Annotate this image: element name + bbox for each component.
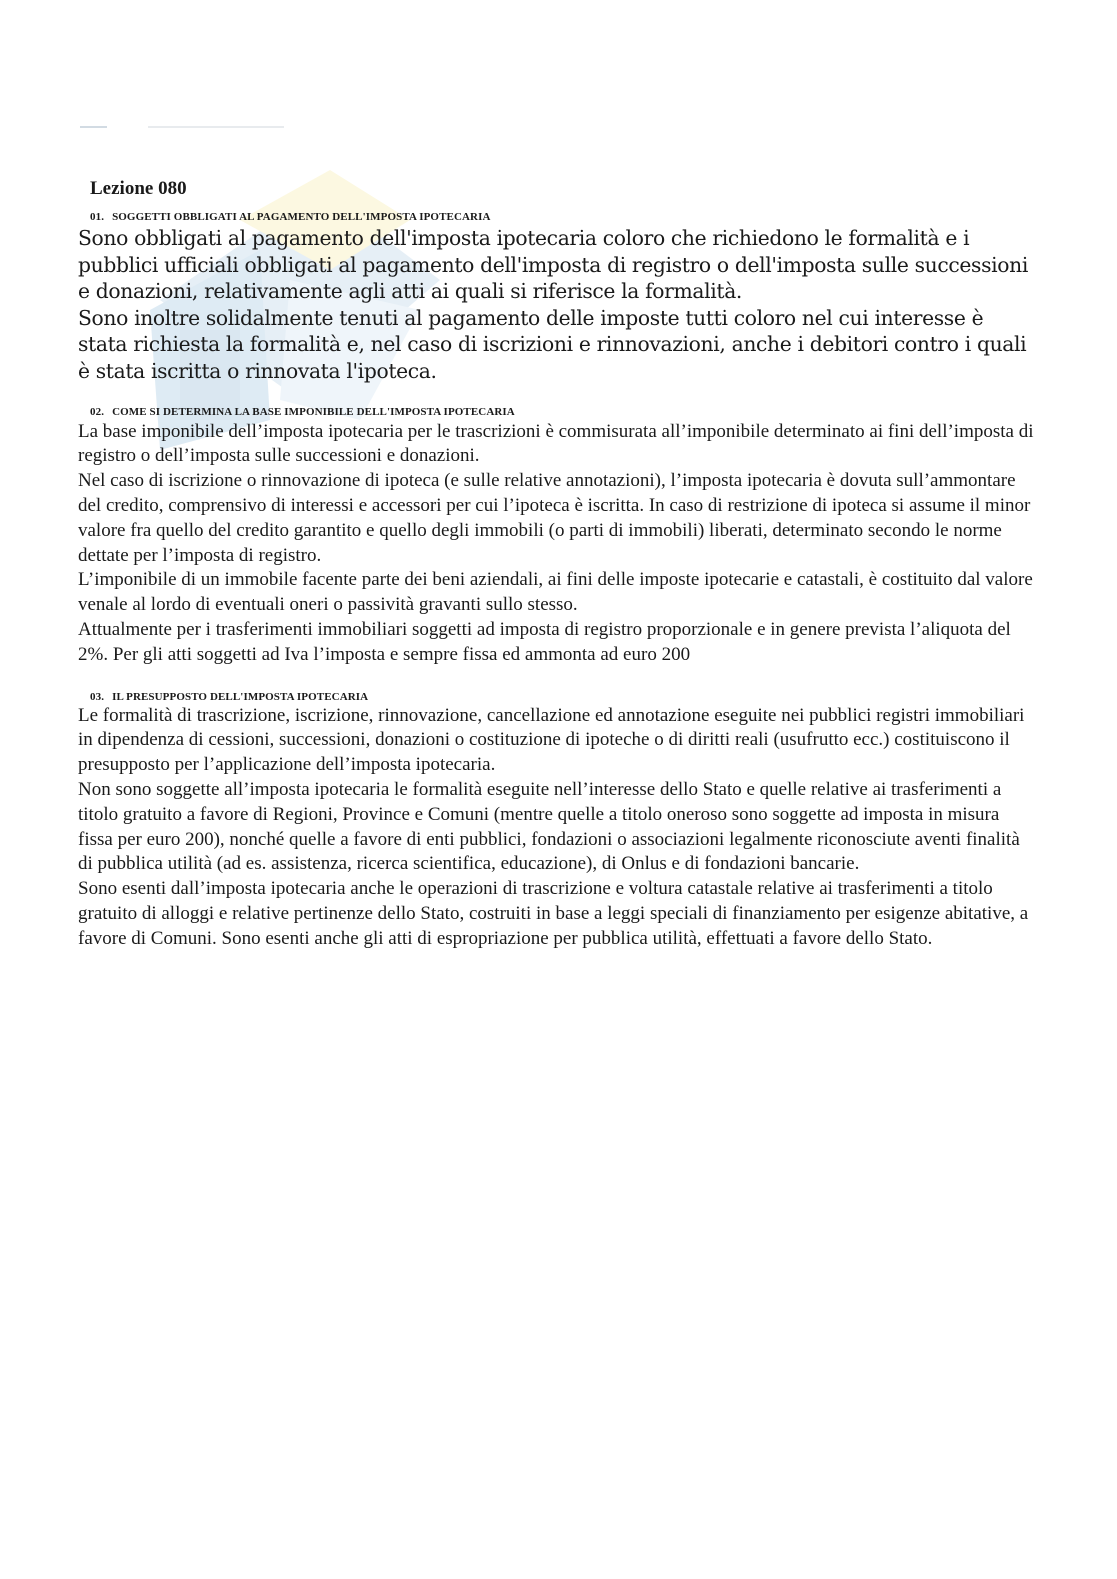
section-heading	[90, 210, 1038, 224]
paragraph: Sono obbligati al pagamento dell'imposta ipotecaria coloro che richiedono le formalità e i pubblici ufficiali obbligati al pagamento dell'imposta di registro o dell'imposta sulle successioni e donazioni, relativamente agli atti ai quali si riferisce la formalità.	[78, 226, 1029, 304]
scan-artifact-line	[80, 126, 420, 128]
paragraph: Sono esenti dall’imposta ipotecaria anche le operazioni di trascrizione e voltura catastale relative ai trasferimenti a titolo gratuito di alloggi e relative pertinenze dello Stato, costruiti in base a leggi speciali di finanziamento per esigenze abitative, a favore di Comuni. Sono esenti anche gli atti di espropriazione per pubblica utilità, effettuati a favore dello Stato.	[78, 878, 1029, 949]
section-2	[78, 405, 1038, 668]
section-number: 03.	[90, 690, 105, 703]
section-heading-text: COME SI DETERMINA LA BASE IMPONIBILE DELL'IMPOSTA IPOTECARIA	[112, 405, 515, 418]
paragraph: La base imponibile dell’imposta ipotecaria per le trascrizioni è commisurata all’imponibile determinato ai fini dell’imposta di registro o dell’imposta sulle successioni e donazioni.	[78, 420, 1034, 467]
paragraph: Sono inoltre solidalmente tenuti al pagamento delle imposte tutti coloro nel cui interesse è stata richiesta la formalità e, nel caso di iscrizioni e rinnovazioni, anche i debitori contro i quali è stata iscritta o rinnovata l'ipoteca.	[78, 305, 1027, 383]
paragraph: Attualmente per i trasferimenti immobiliari soggetti ad imposta di registro proporzionale e in genere prevista l’aliquota del 2%. Per gli atti soggetti ad Iva l’imposta e sempre fissa ed ammonta ad euro 200	[78, 618, 1011, 665]
paragraph: L’imponibile di un immobile facente parte dei beni aziendali, ai fini delle imposte ipotecarie e catastali, è costituito dal valore venale al lordo di eventuali oneri o passività gravanti sullo stesso.	[78, 569, 1033, 616]
section-3	[78, 690, 1038, 952]
paragraph: Non sono soggette all’imposta ipotecaria le formalità eseguite nell’interesse dello Stato e quelle relative ai trasferimenti a titolo gratuito a favore di Regioni, Province e Comuni (mentre quelle a titolo oneroso sono soggette ad imposta in misura fissa per euro 200), nonché quelle a favore di enti pubblici, fondazioni o associazioni legalmente riconosciute aventi finalità di pubblica utilità (ad es. assistenza, ricerca scientifica, educazione), di Onlus e di fondazioni bancarie.	[78, 778, 1020, 875]
section-number: 02.	[90, 405, 105, 418]
document-body	[78, 176, 1038, 952]
section-heading	[90, 405, 1038, 419]
section-1	[78, 210, 1038, 385]
paragraph: Nel caso di iscrizione o rinnovazione di ipoteca (e sulle relative annotazioni), l’imposta ipotecaria è dovuta sull’ammontare del credito, comprensivo di interessi e accessori per cui l’ipoteca è iscritta. In caso di restrizione di ipoteca si assume il minor valore fra quello del credito garantito e quello degli immobili (o parti di immobili) liberati, determinato secondo le norme dettate per l’imposta di registro.	[78, 470, 1031, 566]
section-heading-text: IL PRESUPPOSTO DELL'IMPOSTA IPOTECARIA	[112, 690, 369, 703]
paragraph: Le formalità di trascrizione, iscrizione, rinnovazione, cancellazione ed annotazione eseguite nei pubblici registri immobiliari in dipendenza di cessioni, successioni, donazioni o costituzione di ipoteche o di diritti reali (usufrutto ecc.) costituiscono il presupposto per l’applicazione dell’imposta ipotecaria.	[78, 704, 1025, 776]
section-number: 01.	[90, 211, 105, 223]
lesson-title: Lezione 080	[90, 178, 187, 199]
section-heading-text: SOGGETTI OBBLIGATI AL PAGAMENTO DELL'IMPOSTA IPOTECARIA	[112, 211, 491, 223]
section-heading	[90, 690, 1038, 704]
